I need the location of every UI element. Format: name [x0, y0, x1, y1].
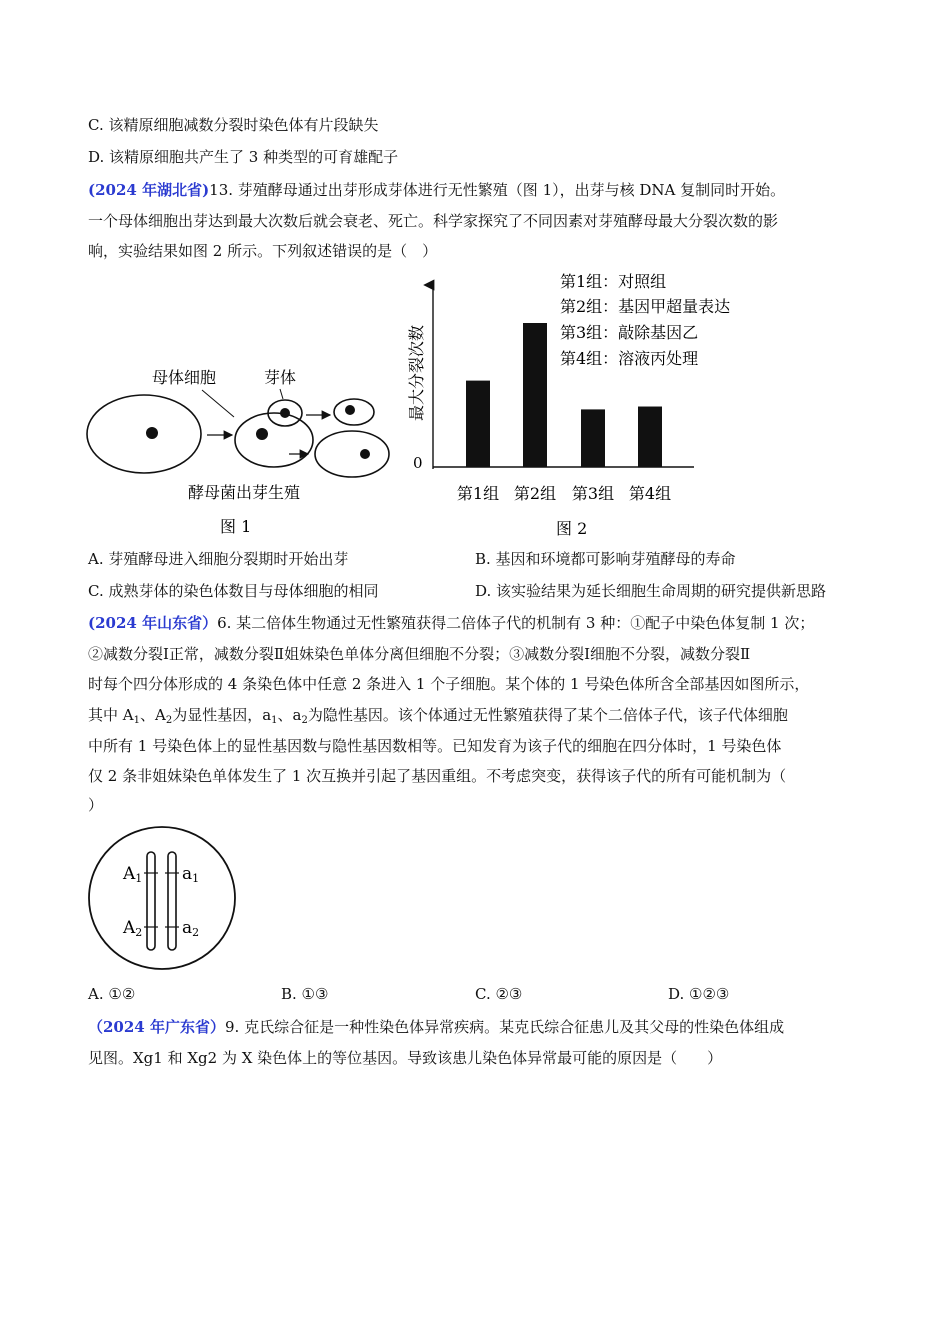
- gene-label-A1: A1: [123, 864, 143, 885]
- nucleus-dot: [256, 428, 268, 440]
- text-fragment: 为显性基因，a: [172, 706, 272, 724]
- bar-1: [466, 381, 490, 467]
- option-b[interactable]: B. 基因和环境都可影响芽殖酵母的寿命: [475, 550, 736, 568]
- legend-item-2: 第2组：基因甲超量表达: [560, 297, 731, 316]
- question-source: (2024 年山东省）: [88, 614, 218, 632]
- question-6-line-7: ）: [88, 796, 104, 814]
- option-d[interactable]: D. 该实验结果为延长细胞生命周期的研究提供新思路: [475, 582, 827, 600]
- nucleus-dot: [280, 408, 290, 418]
- category-label-3: 第3组: [571, 484, 615, 503]
- grown-cell: [315, 431, 389, 477]
- pointer-line: [202, 390, 234, 417]
- text-fragment: 、A: [139, 706, 166, 724]
- option-a[interactable]: A. 芽殖酵母进入细胞分裂期时开始出芽: [88, 550, 349, 568]
- option-c[interactable]: C. 成熟芽体的染色体数目与母体细胞的相同: [88, 582, 379, 600]
- chromosome-figure: [86, 824, 238, 972]
- question-6-line-6: 仅 2 条非姐妹染色单体发生了 1 次互换并引起了基因重组。不考虑突变，获得该子代的所有可能机制为（: [88, 767, 787, 785]
- question-6-line-4: [88, 705, 788, 731]
- option-c[interactable]: C. ②③: [475, 985, 523, 1003]
- category-label-2: 第2组: [513, 484, 557, 503]
- question-source: (2024 年湖北省): [88, 181, 210, 199]
- question-source: （2024 年广东省）: [88, 1018, 225, 1036]
- option-c-prev: C. 该精原细胞减数分裂时染色体有片段缺失: [88, 116, 379, 134]
- nucleus-dot: [360, 449, 370, 459]
- option-d-prev: D. 该精原细胞共产生了 3 种类型的可育雄配子: [88, 148, 399, 166]
- chromosome-left: [147, 852, 155, 950]
- option-d[interactable]: D. ①②③: [668, 985, 730, 1003]
- subscript: 2: [301, 715, 308, 726]
- label-mother-cell: 母体细胞: [152, 368, 217, 387]
- cell-outline: [89, 827, 235, 969]
- mother-cell: [235, 413, 313, 467]
- y-axis-label: 最大分裂次数: [407, 324, 426, 421]
- option-a[interactable]: A. ①②: [88, 985, 136, 1003]
- question-6-line-2: ②减数分裂Ⅰ正常，减数分裂Ⅱ姐妹染色单体分离但细胞不分裂；③减数分裂Ⅰ细胞不分裂，减数分裂Ⅱ: [88, 645, 751, 663]
- subscript: 1: [133, 715, 140, 726]
- bar-2: [523, 323, 547, 467]
- text-fragment: 其中 A: [88, 706, 134, 724]
- question-13-line-3: 响，实验结果如图 2 所示。下列叙述错误的是（ ）: [88, 242, 438, 260]
- figure-1-caption: 图 1: [220, 517, 252, 536]
- category-label-4: 第4组: [628, 484, 672, 503]
- chromosome-right: [168, 852, 176, 950]
- question-text: 6. 某二倍体生物通过无性繁殖获得二倍体子代的机制有 3 种：①配子中染色体复制 1 次；: [217, 614, 815, 632]
- text-fragment: 为隐性基因。该个体通过无性繁殖获得了某个二倍体子代，该子代体细胞: [307, 706, 788, 724]
- legend-item-1: 第1组：对照组: [560, 272, 667, 291]
- zero-tick: 0: [413, 454, 423, 472]
- question-6-line-3: 时每个四分体形成的 4 条染色体中任意 2 条进入 1 个子细胞。某个体的 1 号染色体所含全部基因如图所示，: [88, 675, 810, 693]
- question-text: 9. 克氏综合征是一种性染色体异常疾病。某克氏综合征患儿及其父母的性染色体组成: [224, 1018, 785, 1036]
- category-label-1: 第1组: [456, 484, 500, 503]
- label-bud: 芽体: [264, 368, 297, 387]
- figure-1-yeast-budding: [84, 356, 404, 541]
- nucleus-dot: [146, 427, 158, 439]
- legend-item-4: 第4组：溶液丙处理: [560, 349, 699, 368]
- option-b[interactable]: B. ①③: [281, 985, 329, 1003]
- question-9-line-2: 见图。Xg1 和 Xg2 为 X 染色体上的等位基因。导致该患儿染色体异常最可能的原因是（ ）: [88, 1049, 723, 1067]
- bar-4: [638, 407, 662, 467]
- gene-label-a2: a2: [182, 918, 200, 939]
- subscript: 1: [271, 715, 278, 726]
- nucleus-dot: [345, 405, 355, 415]
- question-13-line-2: 一个母体细胞出芽达到最大次数后就会衰老、死亡。科学家探究了不同因素对芽殖酵母最大分裂次数的影: [88, 212, 779, 230]
- subscript: 2: [165, 715, 173, 726]
- figure-2-caption: 图 2: [556, 519, 588, 538]
- pointer-line: [280, 389, 283, 399]
- question-9-line-1: [88, 1017, 784, 1037]
- figure-2-bar-chart: [400, 268, 750, 543]
- gene-label-A2: A2: [123, 918, 143, 939]
- text-fragment: 、a: [277, 706, 302, 724]
- question-text: 13. 芽殖酵母通过出芽形成芽体进行无性繁殖（图 1），出芽与核 DNA 复制同时开始。: [209, 181, 786, 199]
- yeast-cell-1: [87, 395, 201, 473]
- legend-item-3: 第3组：敲除基因乙: [560, 323, 699, 342]
- bar-3: [581, 409, 605, 467]
- question-6-line-1: [88, 613, 814, 633]
- question-6-line-5: 中所有 1 号染色体上的显性基因数与隐性基因数相等。已知发育为该子代的细胞在四分体时，1 号染色体: [88, 737, 782, 755]
- question-13-line-1: [88, 180, 785, 200]
- figure-1-subtitle: 酵母菌出芽生殖: [188, 483, 301, 502]
- gene-label-a1: a1: [182, 864, 200, 885]
